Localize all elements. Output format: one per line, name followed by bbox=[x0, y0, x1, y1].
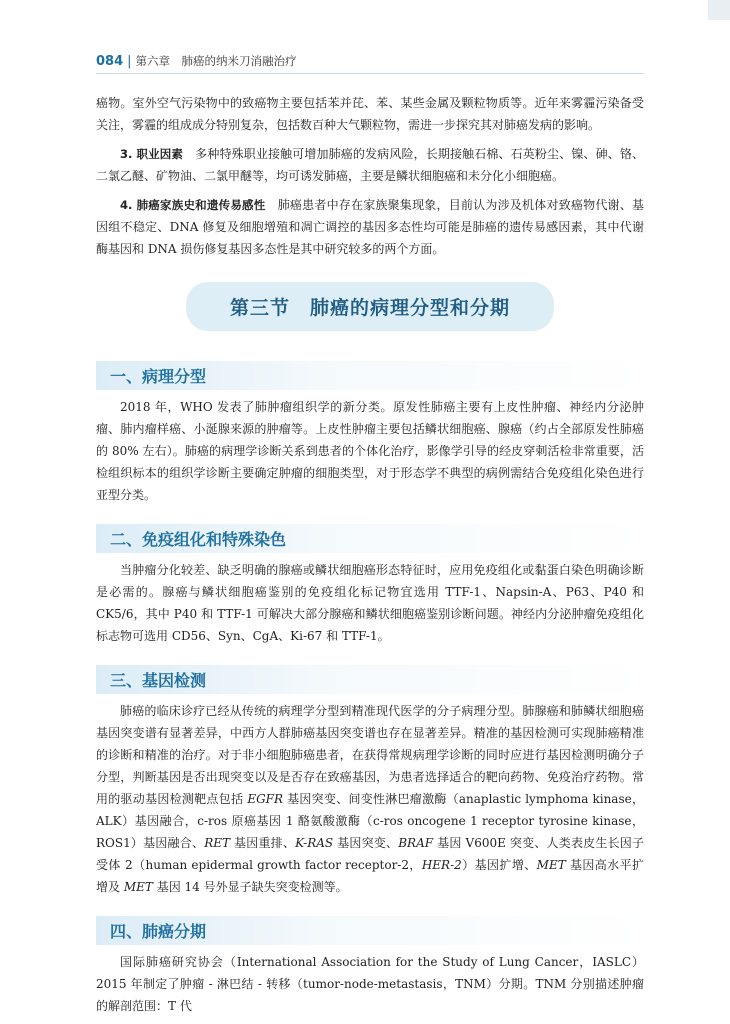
header-separator: | bbox=[127, 54, 132, 69]
subsection-heading-ihc: 二、免疫组化和特殊染色 bbox=[96, 524, 644, 553]
section-banner bbox=[96, 282, 644, 331]
header-rule bbox=[96, 73, 644, 74]
gene-her2: HER-2 bbox=[421, 858, 462, 872]
pathology-paragraph: 2018 年，WHO 发表了肺肿瘤组织学的新分类。原发性肺癌主要有上皮性肿瘤、神经内分泌肿瘤、肺内瘤样癌、小涎腺来源的肿瘤等。上皮性肿瘤主要包括鳞状细胞癌、腺癌（约占全部原发性肺癌的 80% 左右）。肺癌的病理学诊断关系到患者的个体化治疗，影像学引导的经皮穿刺活检非常重要，活检组织标本的组织学诊断主要确定肿瘤的细胞类型，对于形态学不典型的病例需结合免疫组化染色进行亚型分类。 bbox=[96, 400, 644, 502]
running-header bbox=[96, 50, 644, 70]
gene-met-2: MET bbox=[123, 880, 153, 894]
subsection-heading-pathology: 一、病理分型 bbox=[96, 361, 644, 390]
subsection-heading-genetic: 三、基因检测 bbox=[96, 665, 644, 694]
genetic-text-h: 基因 14 号外显子缺失突变检测等。 bbox=[152, 880, 348, 894]
gene-kras: K-RAS bbox=[295, 836, 334, 850]
gene-ret: RET bbox=[204, 836, 230, 850]
genetic-text-a: 肺癌的临床诊疗已经从传统的病理学分型到精准现代医学的分子病理分型。肺腺癌和肺鳞状细胞癌基因突变谱有显著差异，中西方人群肺癌基因突变谱也存在显著差异。精准的基因检测可实现肺癌精准的诊断和精准的治疗。对于非小细胞肺癌患者，在获得常规病理学诊断的同时应进行基因检测明确分子分型，判断基因是否出现突变以及是否存在致癌基因，为患者选择适合的靶向药物、免疫治疗药物。常用的驱动基因检测靶点包括 bbox=[96, 704, 644, 806]
family-history-text: 肺癌患者中存在家族聚集现象，目前认为涉及机体对致癌物代谢、基因组不稳定、DNA 修复及细胞增殖和凋亡调控的基因多态性均可能是肺癌的遗传易感因素，其中代谢酶基因和 DNA 损伤修复基因多态性是其中研究较多的两个方面。 bbox=[96, 198, 644, 256]
gene-met-1: MET bbox=[536, 858, 566, 872]
intro-paragraph-2 bbox=[96, 143, 644, 187]
section-title: 第三节 肺癌的病理分型和分期 bbox=[186, 282, 554, 331]
genetic-text-f: ）基因扩增、 bbox=[461, 858, 537, 872]
page-body bbox=[96, 92, 644, 1024]
page-corner-tab bbox=[708, 0, 730, 20]
family-history-heading: 4. 肺癌家族史和遗传易感性 bbox=[120, 198, 266, 212]
occupational-factor-text: 多种特殊职业接触可增加肺癌的发病风险，长期接触石棉、石英粉尘、镍、砷、铬、二氯乙醚、矿物油、二氯甲醚等，均可诱发肺癌，主要是鳞状细胞癌和未分化小细胞癌。 bbox=[96, 147, 644, 183]
gene-braf: BRAF bbox=[398, 836, 434, 850]
genetic-text-d: 基因突变、 bbox=[333, 836, 399, 850]
staging-paragraph: 国际肺癌研究协会（International Association for the Study of Lung Cancer，IASLC）2015 年制定了肿瘤 - 淋巴结 - 转移（tumor-node-metastasis，TNM）分期。TNM 分别描述肿瘤的解剖范围：T 代 bbox=[96, 955, 644, 1013]
gene-egfr: EGFR bbox=[247, 792, 284, 806]
intro-paragraph-1: 癌物。室外空气污染物中的致癌物主要包括苯并芘、苯、某些金属及颗粒物质等。近年来雾霾污染备受关注，雾霾的组成成分特别复杂，包括数百种大气颗粒物，需进一步探究其对肺癌发病的影响。 bbox=[96, 96, 644, 132]
genetic-text-b: 基因突变、间变性淋巴瘤激酶（anaplastic lymphoma kinase，ALK）基因融合，c-ros 原癌基因 1 酪氨酸激酶（c-ros oncogene 1 receptor tyrosine kinase，ROS1）基因融合、 bbox=[96, 792, 644, 850]
chapter-title: 第六章 肺癌的纳米刀消融治疗 bbox=[135, 54, 297, 68]
occupational-factor-heading: 3. 职业因素 bbox=[120, 147, 184, 161]
ihc-paragraph: 当肿瘤分化较差、缺乏明确的腺癌或鳞状细胞癌形态特征时，应用免疫组化或黏蛋白染色明确诊断是必需的。腺癌与鳞状细胞癌鉴别的免疫组化标记物宜选用 TTF-1、Napsin-A、P63、P40 和 CK5/6，其中 P40 和 TTF-1 可解决大部分腺癌和鳞状细胞癌鉴别诊断问题。神经内分泌肿瘤免疫组化标志物可选用 CD56、Syn、CgA、Ki-67 和 TTF-1。 bbox=[96, 563, 644, 643]
page-number: 084 bbox=[96, 54, 124, 69]
genetic-paragraph bbox=[96, 700, 644, 898]
intro-paragraph-3 bbox=[96, 194, 644, 260]
genetic-text-e: 基因 V600E 突变、人类表皮生长因子受体 2（human epidermal growth factor receptor-2， bbox=[96, 836, 644, 872]
subsection-heading-staging: 四、肺癌分期 bbox=[96, 916, 644, 945]
genetic-text-c: 基因重排、 bbox=[230, 836, 296, 850]
genetic-text-g: 基因高水平扩增及 bbox=[96, 858, 644, 894]
